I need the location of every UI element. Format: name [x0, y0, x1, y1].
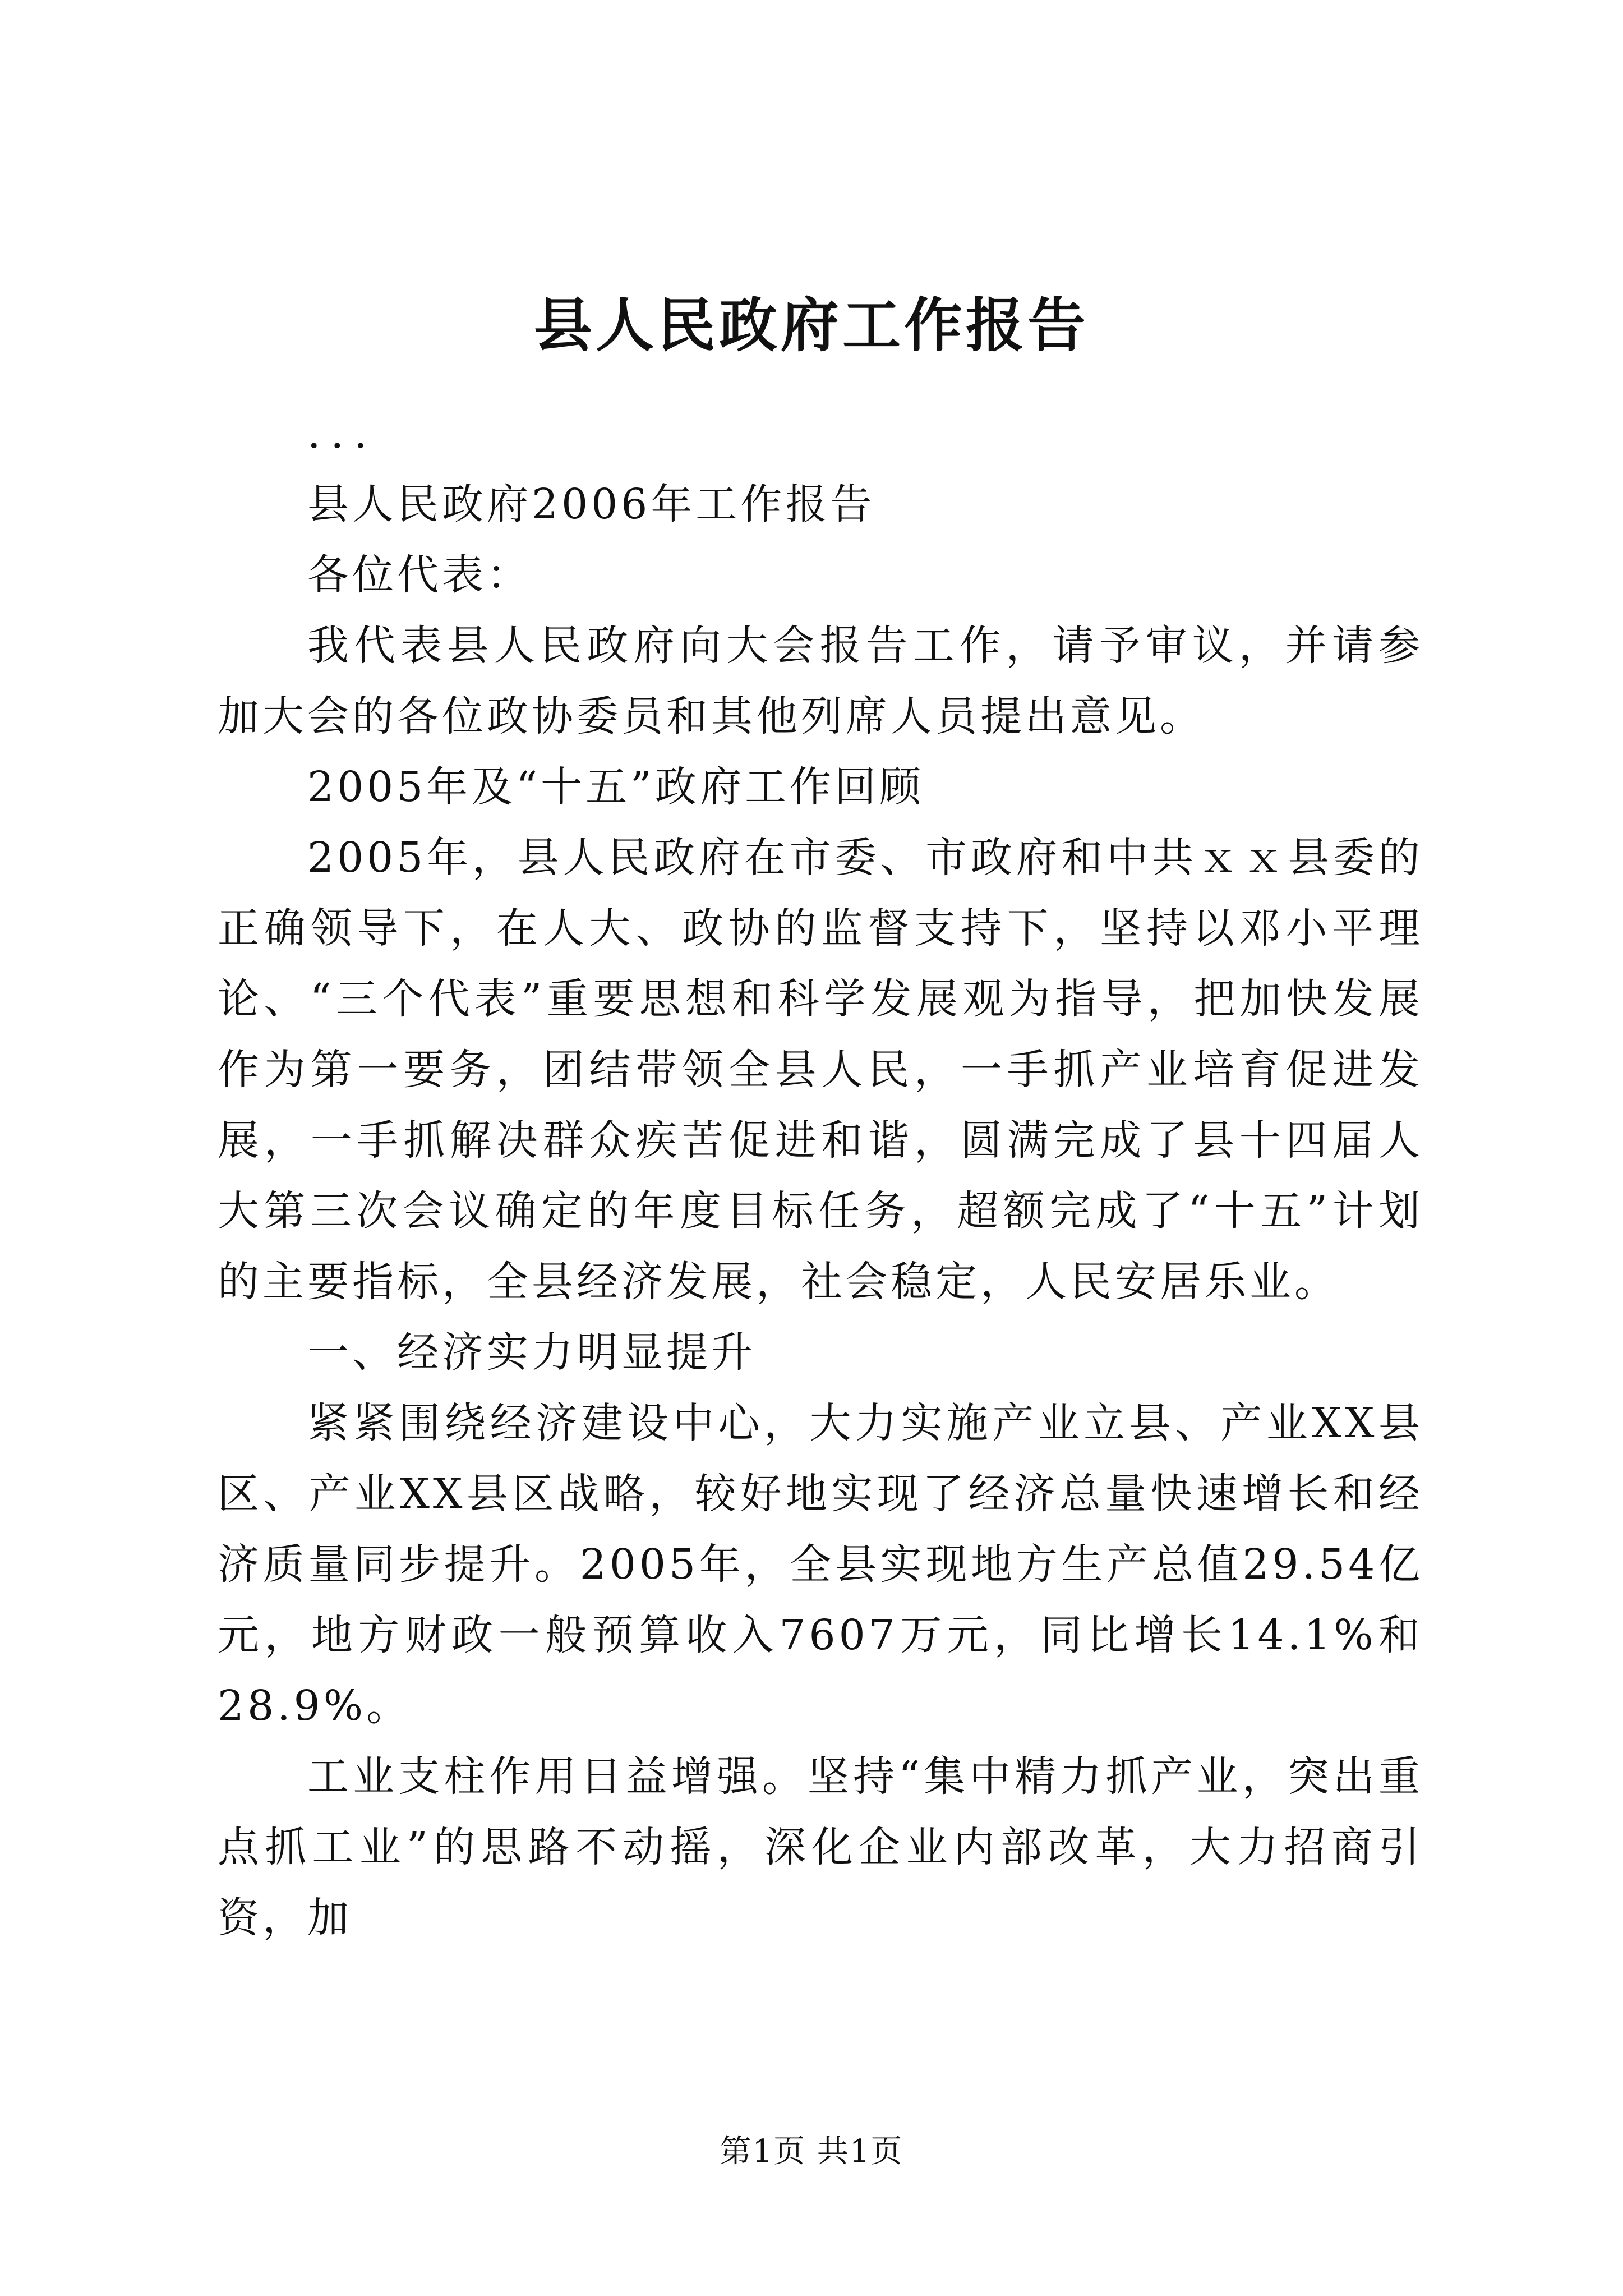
body-paragraph: 2005年，县人民政府在市委、市政府和中共ｘｘ县委的正确领导下，在人大、政协的监督支持下，坚持以邓小平理论、“三个代表”重要思想和科学发展观为指导，把加快发展作为第一要务，团结带领全县人民，一手抓产业培育促进发展，一手抓解决群众疾苦促进和谐，圆满完成了县十四届人大第三次会议确定的年度目标任务，超额完成了“十五”计划的主要指标，全县经济发展，社会稳定，人民安居乐业。: [218, 834, 1423, 1306]
salutation: 各位代表：: [307, 551, 532, 599]
body-paragraph-ellipsis: ...: [307, 409, 377, 458]
body-paragraph: 紧紧围绕经济建设中心，大力实施产业立县、产业XX县区、产业XX县区战略，较好地实现了经济总量快速增长和经济质量同步提升。2005年，全县实现地方生产总值29.54亿元，地方财政一般预算收入7607万元，同比增长14.1%和28.9%。: [218, 1399, 1423, 1730]
body-paragraph: 工业支柱作用日益增强。坚持“集中精力抓产业，突出重点抓工业”的思路不动摇，深化企业内部改革，大力招商引资，加: [218, 1752, 1423, 1942]
report-subtitle: 县人民政府2006年工作报告: [307, 480, 875, 528]
document-title: 县人民政府工作报告: [533, 291, 1089, 360]
body-paragraph: 我代表县人民政府向大会报告工作，请予审议，并请参加大会的各位政协委员和其他列席人员提出意见。: [218, 622, 1423, 740]
document-body: [218, 398, 1423, 1953]
section-heading: 一、经济实力明显提升: [307, 1328, 756, 1377]
section-heading: 2005年及“十五”政府工作回顾: [307, 763, 924, 811]
page-footer: 第1页 共1页: [720, 2133, 903, 2170]
